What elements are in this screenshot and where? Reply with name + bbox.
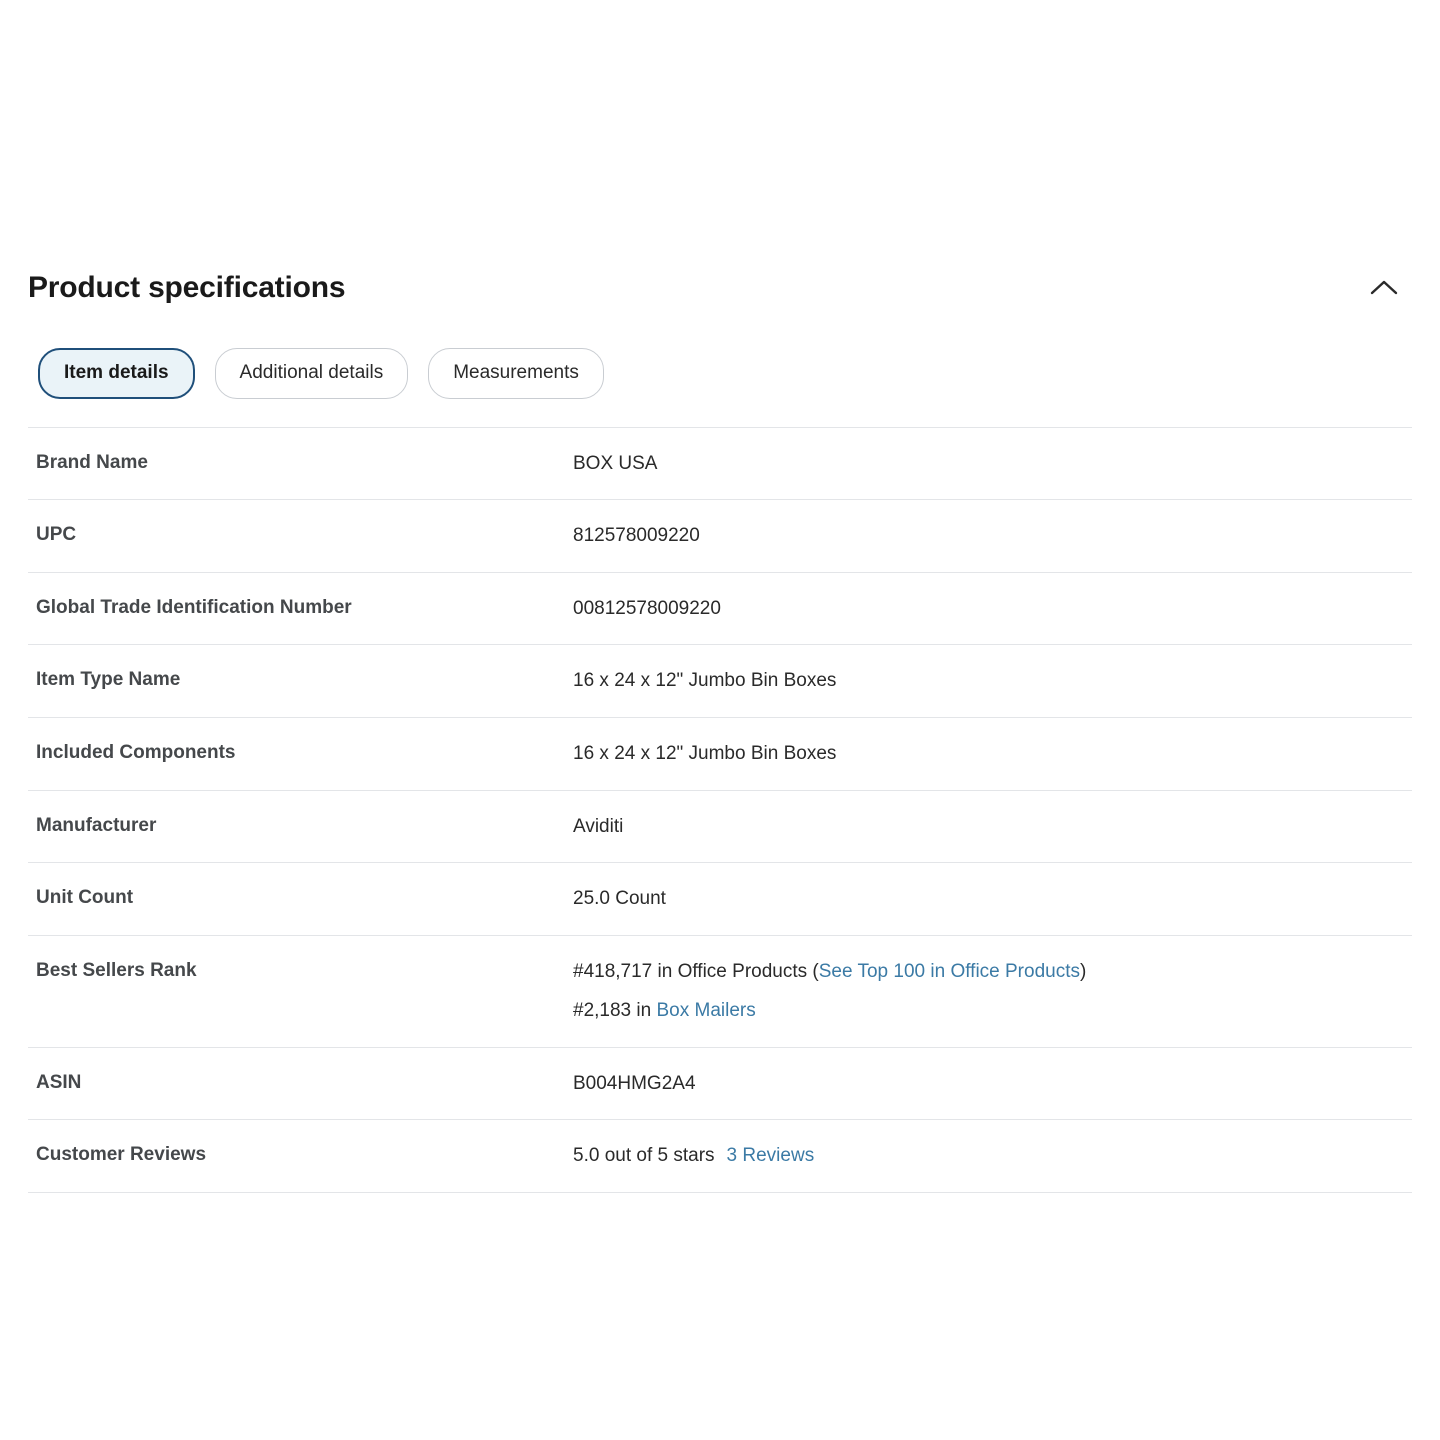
spec-value-brand-name: BOX USA [573,452,658,474]
reviews-count-link[interactable]: 3 [726,1145,738,1167]
spec-label-best-sellers-rank: Best Sellers Rank [36,959,197,981]
spec-value-item-type-name: 16 x 24 x 12" Jumbo Bin Boxes [573,670,837,692]
spec-value-unit-count: 25.0 Count [573,888,666,910]
spec-value-asin: B004HMG2A4 [573,1072,696,1094]
table-row [28,1047,1412,1120]
table-row [28,500,1412,573]
see-top-100-office-products-link[interactable]: See Top 100 in Office Products [818,960,1080,982]
spec-value-manufacturer: Aviditi [573,815,624,837]
spec-label-asin: ASIN [36,1071,82,1093]
spec-value-upc: 812578009220 [573,525,700,547]
spec-label-upc: UPC [36,524,77,546]
table-row [28,572,1412,645]
table-row [28,717,1412,790]
spec-value-included-components: 16 x 24 x 12" Jumbo Bin Boxes [573,742,837,764]
spec-label-unit-count: Unit Count [36,887,134,909]
table-row [28,790,1412,863]
spec-label-brand-name: Brand Name [36,451,148,473]
star-rating-text: 5.0 out of 5 stars [573,1145,715,1167]
table-row [28,935,1412,1047]
reviews-link[interactable]: Reviews [742,1145,815,1167]
table-row [28,1120,1412,1193]
spec-value-best-sellers-rank [573,935,1412,1047]
spec-label-manufacturer: Manufacturer [36,814,157,836]
tab-measurements[interactable]: Measurements [428,348,604,399]
spec-label-customer-reviews: Customer Reviews [36,1144,207,1166]
table-row [28,645,1412,718]
rank-office-products-prefix: #418,717 in Office Products ( [573,960,819,982]
spec-label-item-type-name: Item Type Name [36,669,181,691]
product-specifications-panel [0,268,1440,1193]
rank-box-mailers-prefix: #2,183 in [573,1000,657,1022]
tab-additional-details[interactable]: Additional details [215,348,409,399]
rank-office-products-suffix: ) [1080,960,1087,982]
spec-value-gtin: 00812578009220 [573,597,721,619]
spec-label-gtin: Global Trade Identification Number [36,596,352,618]
box-mailers-link[interactable]: Box Mailers [656,1000,756,1022]
spec-value-customer-reviews [573,1120,1412,1193]
spec-tabs [28,348,1412,399]
table-row [28,863,1412,936]
best-sellers-rank-line-1 [573,958,1402,986]
panel-header [28,268,1412,308]
spec-label-included-components: Included Components [36,741,236,763]
specifications-table [28,427,1412,1193]
chevron-up-glyph [1369,278,1399,298]
tab-item-details[interactable]: Item details [38,348,195,399]
best-sellers-rank-line-2 [573,997,1402,1025]
table-row [28,427,1412,500]
chevron-up-icon[interactable] [1364,268,1404,308]
page-title: Product specifications [28,271,346,304]
